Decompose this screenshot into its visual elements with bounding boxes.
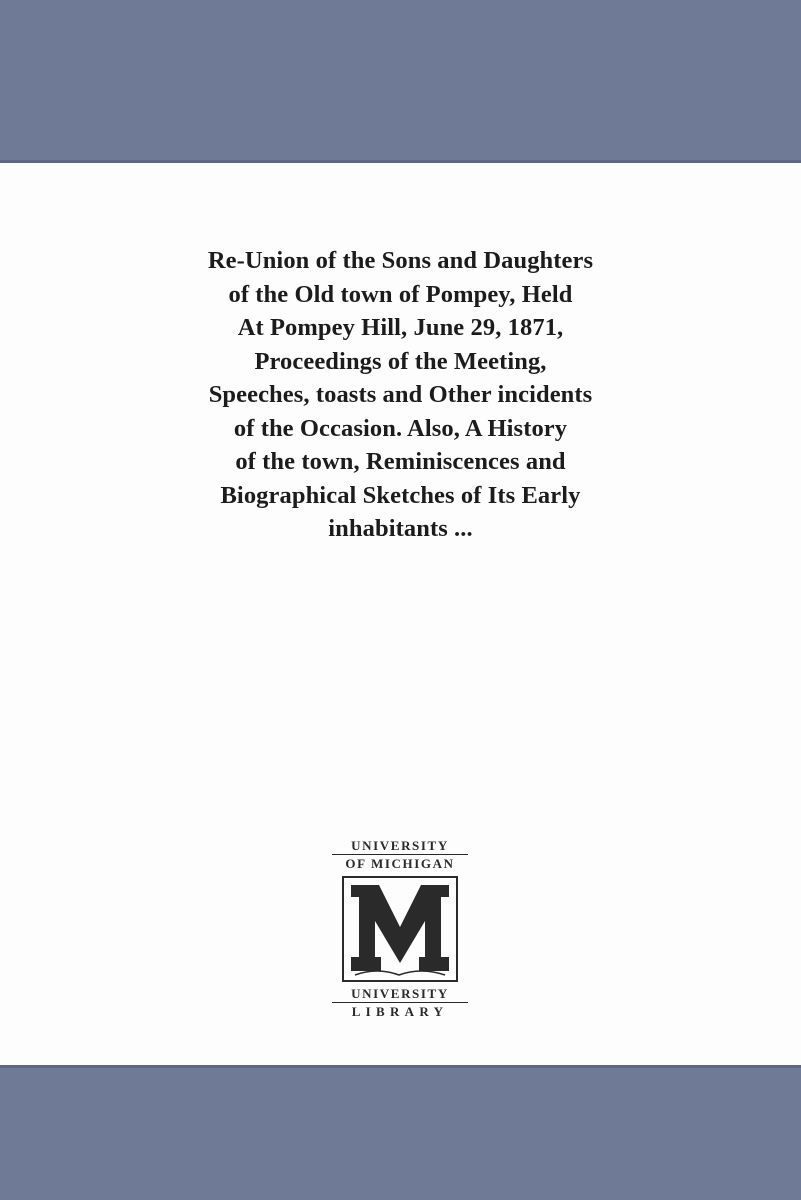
title-line: Speeches, toasts and Other incidents [208,381,593,408]
logo-rule [332,1002,468,1003]
logo-text-library: LIBRARY [351,1004,449,1019]
logo-text-university: UNIVERSITY [351,838,449,853]
logo-rule [332,854,468,855]
title-line: of the town, Reminiscences and [235,448,566,475]
title-line: inhabitants ... [328,515,473,542]
title-line: Biographical Sketches of Its Early [220,481,581,509]
title-line: of the Occasion. Also, A History [233,414,568,442]
title-line: At Pompey Hill, June 29, 1871, [237,314,564,341]
top-color-band [0,0,801,160]
bottom-color-band [0,1068,801,1200]
title-line: Proceedings of the Meeting, [254,347,547,375]
logo-text-university-lower: UNIVERSITY [351,986,449,1001]
university-library-logo [330,838,470,1019]
title-line: of the Old town of Pompey, Held [228,280,573,308]
book-title [80,244,721,546]
title-line: Re-Union of the Sons and Daughters [207,247,594,274]
block-m-seal-icon [341,875,459,983]
logo-text-of-michigan: OF MICHIGAN [345,856,455,871]
